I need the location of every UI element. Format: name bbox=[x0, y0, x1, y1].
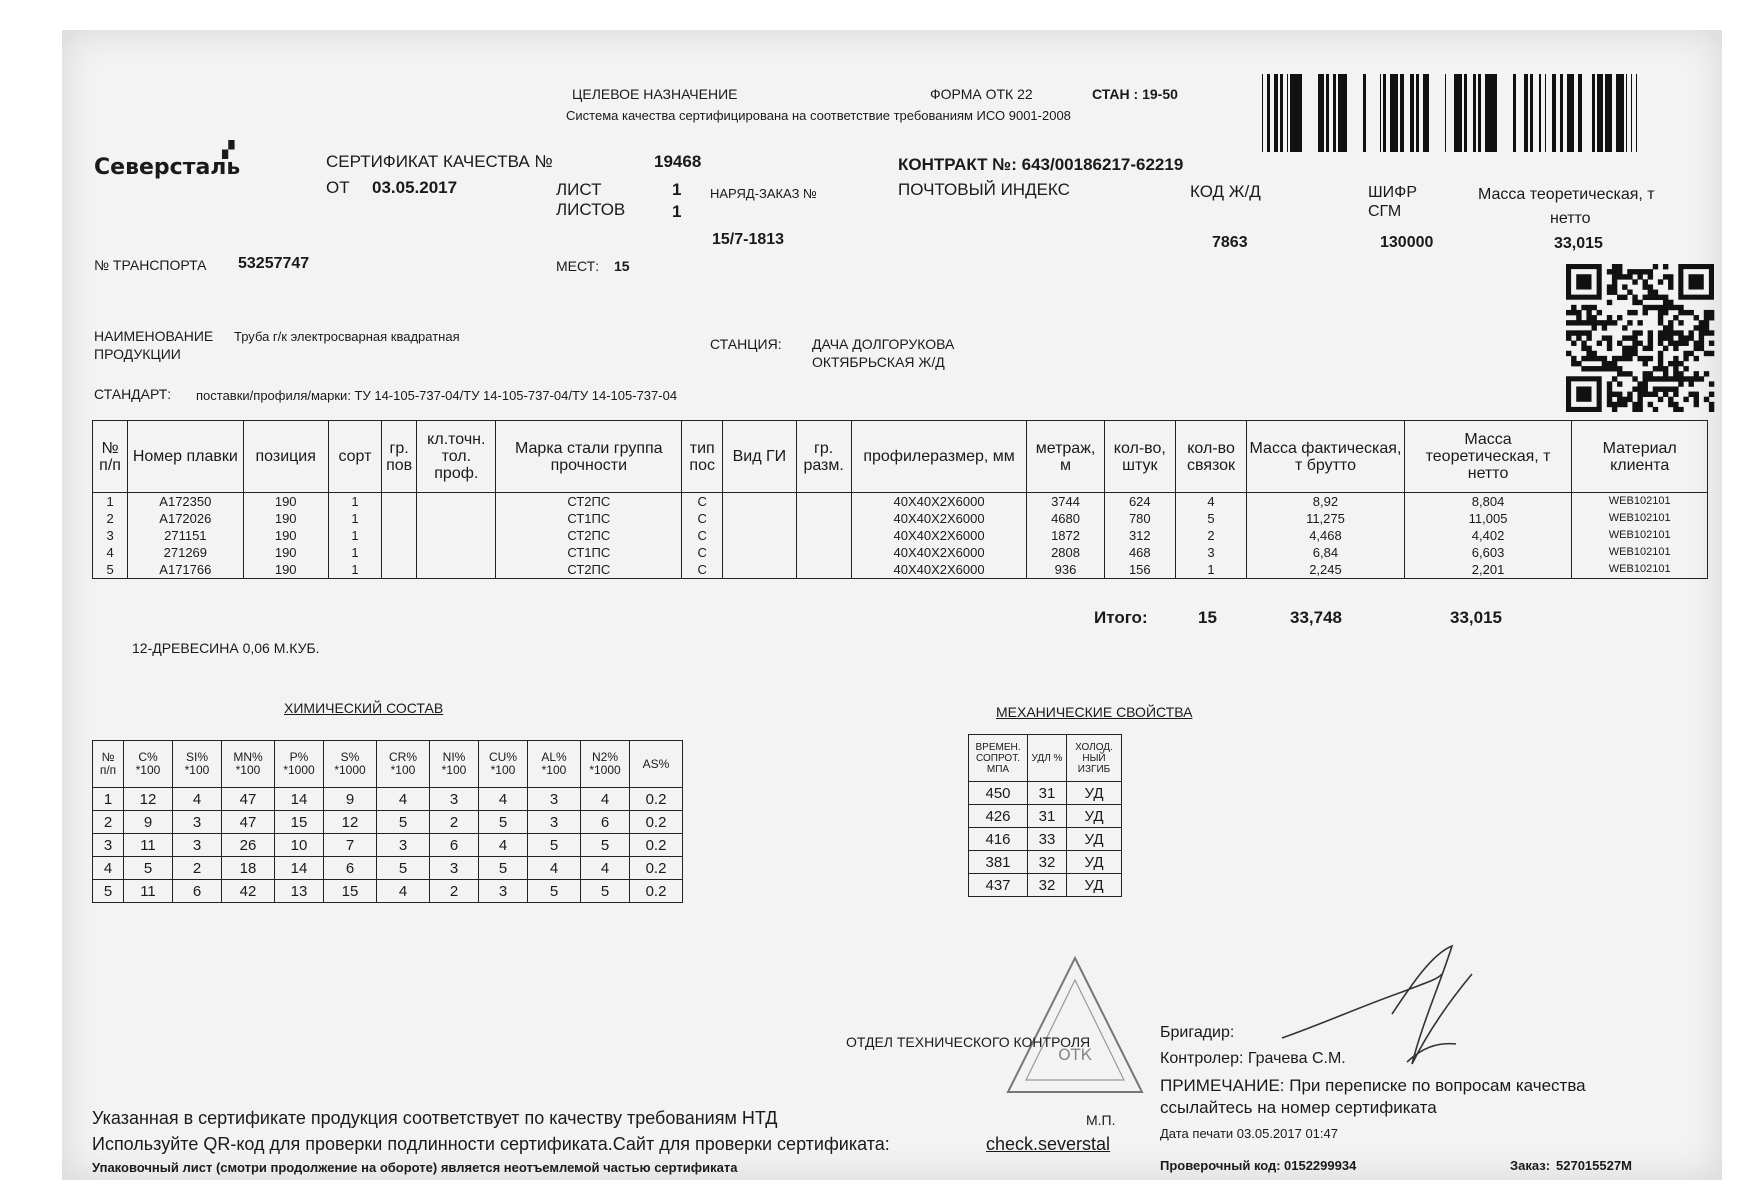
product-table-header: Масса теоретическая, т нетто bbox=[1404, 421, 1572, 493]
chemical-table-cell: 0.2 bbox=[630, 788, 683, 811]
chemical-table-cell: 0.2 bbox=[630, 811, 683, 834]
order-value: 15/7-1813 bbox=[712, 231, 785, 248]
chemical-table-cell: 5 bbox=[124, 857, 173, 880]
chemical-table-cell: 5 bbox=[581, 880, 630, 903]
product-table-cell: 156 bbox=[1104, 561, 1175, 579]
chemical-table-cell: 10 bbox=[275, 834, 324, 857]
chemical-table-cell: 4 bbox=[479, 788, 528, 811]
product-table-cell: 2 bbox=[1175, 527, 1246, 544]
mechanical-table-cell: УД bbox=[1067, 851, 1122, 874]
chemical-table-cell: 3 bbox=[528, 811, 581, 834]
chemical-table-header: NI% *100 bbox=[430, 741, 479, 788]
product-table-cell: 1 bbox=[1175, 561, 1246, 579]
chemical-table-cell: 2 bbox=[93, 811, 124, 834]
chemical-title: ХИМИЧЕСКИЙ СОСТАВ bbox=[284, 700, 444, 716]
certificate-number: 19468 bbox=[654, 152, 702, 171]
mechanical-table-row bbox=[969, 805, 1122, 828]
chemical-table-cell: 3 bbox=[430, 857, 479, 880]
total-bundles: 15 bbox=[1198, 608, 1217, 627]
product-table-cell: WEB102101 bbox=[1572, 561, 1708, 579]
product-table-cell bbox=[796, 510, 851, 527]
product-table-cell: 312 bbox=[1104, 527, 1175, 544]
product-table-cell: 1 bbox=[93, 493, 128, 511]
chemical-table-cell: 3 bbox=[377, 834, 430, 857]
mechanical-title: МЕХАНИЧЕСКИЕ СВОЙСТВА bbox=[996, 704, 1193, 720]
order-code-label: Заказ: bbox=[1510, 1158, 1551, 1173]
product-table-cell: 1872 bbox=[1027, 527, 1104, 544]
product-table-cell bbox=[417, 510, 496, 527]
product-table-cell: СТ1ПС bbox=[496, 544, 682, 561]
sheets-label: ЛИСТОВ bbox=[556, 200, 626, 219]
mechanical-table-header: УДЛ % bbox=[1028, 735, 1067, 782]
product-table-cell: 4 bbox=[93, 544, 128, 561]
product-table-cell: 468 bbox=[1104, 544, 1175, 561]
chemical-table-cell: 4 bbox=[581, 857, 630, 880]
product-table-header: кл.точн. тол. проф. bbox=[417, 421, 496, 493]
product-table-cell bbox=[723, 510, 796, 527]
from-label: ОТ bbox=[326, 178, 350, 197]
product-table-header: гр. разм. bbox=[796, 421, 851, 493]
chemical-table-header: С% *100 bbox=[124, 741, 173, 788]
product-table-cell bbox=[723, 544, 796, 561]
chemical-table-cell: 6 bbox=[324, 857, 377, 880]
signature bbox=[1272, 944, 1482, 1080]
total-net-mass: 33,015 bbox=[1450, 608, 1502, 627]
chemical-table-cell: 5 bbox=[528, 880, 581, 903]
chemical-table-header: P% *1000 bbox=[275, 741, 324, 788]
mechanical-table-row bbox=[969, 828, 1122, 851]
product-table-cell bbox=[723, 493, 796, 511]
total-gross-mass: 33,748 bbox=[1290, 608, 1342, 627]
postal-index-label: ПОЧТОВЫЙ ИНДЕКС bbox=[898, 180, 1070, 199]
chemical-table-cell: 0.2 bbox=[630, 857, 683, 880]
verify-site-link[interactable]: check.severstal bbox=[986, 1134, 1111, 1154]
product-table-cell bbox=[723, 527, 796, 544]
mechanical-table-cell: 32 bbox=[1028, 851, 1067, 874]
product-table-cell bbox=[796, 527, 851, 544]
qr-verify-note: Используйте QR-код для проверки подлинности сертификата.Сайт для проверки сертификата: bbox=[92, 1134, 890, 1154]
mill-label: СТАН : 19-50 bbox=[1092, 86, 1178, 102]
form-label: ФОРМА ОТК 22 bbox=[930, 86, 1033, 102]
chemical-table-cell: 1 bbox=[93, 788, 124, 811]
product-table-cell: А172026 bbox=[128, 510, 243, 527]
standard-label: СТАНДАРТ: bbox=[94, 386, 172, 402]
mechanical-table bbox=[968, 734, 1122, 897]
chemical-table-cell: 26 bbox=[222, 834, 275, 857]
railway-name: ОКТЯБРЬСКАЯ Ж/Д bbox=[812, 354, 945, 370]
mechanical-table-cell: 33 bbox=[1028, 828, 1067, 851]
mechanical-table-row bbox=[969, 874, 1122, 897]
product-table bbox=[92, 420, 1708, 579]
chemical-table bbox=[92, 740, 683, 903]
product-name-label-2: ПРОДУКЦИИ bbox=[94, 346, 181, 362]
chemical-table-cell: 4 bbox=[173, 788, 222, 811]
product-name-label: НАИМЕНОВАНИЕ bbox=[94, 328, 214, 344]
product-table-header: Материал клиента bbox=[1572, 421, 1708, 493]
product-table-cell: СТ2ПС bbox=[496, 561, 682, 579]
product-name: Труба г/к электросварная квадратная bbox=[234, 329, 460, 344]
product-table-cell: СТ2ПС bbox=[496, 493, 682, 511]
chemical-table-cell: 9 bbox=[124, 811, 173, 834]
chemical-table-cell: 12 bbox=[124, 788, 173, 811]
product-table-cell: 190 bbox=[243, 561, 328, 579]
product-table-header: Марка стали группа прочности bbox=[496, 421, 682, 493]
product-table-header: № п/п bbox=[93, 421, 128, 493]
product-table-cell: 3 bbox=[1175, 544, 1246, 561]
chemical-table-cell: 14 bbox=[275, 788, 324, 811]
product-table-header: гр. пов bbox=[382, 421, 417, 493]
chemical-table-cell: 4 bbox=[93, 857, 124, 880]
product-table-cell: 2,201 bbox=[1404, 561, 1572, 579]
product-table-cell: 1 bbox=[328, 544, 381, 561]
product-table-cell bbox=[796, 493, 851, 511]
product-table-cell: 40Х40Х2Х6000 bbox=[851, 527, 1027, 544]
product-table-cell: 190 bbox=[243, 544, 328, 561]
chemical-table-header: S% *1000 bbox=[324, 741, 377, 788]
chemical-table-cell: 4 bbox=[377, 880, 430, 903]
mechanical-table-row bbox=[969, 782, 1122, 805]
mechanical-table-cell: 450 bbox=[969, 782, 1028, 805]
chemical-table-cell: 5 bbox=[377, 857, 430, 880]
order-code: 527015527M bbox=[1556, 1158, 1632, 1173]
chemical-table-cell: 4 bbox=[528, 857, 581, 880]
packing-sheet-note: Упаковочный лист (смотри продолжение на обороте) является неотъемлемой частью сертификата bbox=[92, 1160, 738, 1175]
chemical-table-cell: 0.2 bbox=[630, 834, 683, 857]
contract-label: КОНТРАКТ №: 643/00186217-62219 bbox=[898, 155, 1184, 174]
stamp-place-label: М.П. bbox=[1086, 1112, 1116, 1128]
product-table-cell: 4,468 bbox=[1247, 527, 1405, 544]
note-line-2: ссылайтесь на номер сертификата bbox=[1160, 1098, 1437, 1117]
product-table-cell bbox=[417, 561, 496, 579]
theoretical-mass-label: Масса теоретическая, т bbox=[1478, 186, 1655, 203]
product-table-cell: СТ1ПС bbox=[496, 510, 682, 527]
product-table-cell bbox=[417, 493, 496, 511]
product-table-cell: СТ2ПС bbox=[496, 527, 682, 544]
mechanical-table-cell: 416 bbox=[969, 828, 1028, 851]
chemical-table-cell: 11 bbox=[124, 880, 173, 903]
compliance-statement: Указанная в сертификате продукция соответствует по качеству требованиям НТД bbox=[92, 1108, 778, 1128]
product-table-cell: 190 bbox=[243, 527, 328, 544]
chemical-table-cell: 5 bbox=[528, 834, 581, 857]
chemical-table-cell: 3 bbox=[528, 788, 581, 811]
product-table-header: Масса фактическая, т брутто bbox=[1247, 421, 1405, 493]
logo-emblem-icon: ▞ bbox=[222, 142, 235, 159]
product-table-cell: WEB102101 bbox=[1572, 544, 1708, 561]
mechanical-table-cell: 31 bbox=[1028, 782, 1067, 805]
product-table-cell: 2 bbox=[93, 510, 128, 527]
chemical-table-cell: 2 bbox=[430, 811, 479, 834]
chemical-table-header: CR% *100 bbox=[377, 741, 430, 788]
product-table-cell: 780 bbox=[1104, 510, 1175, 527]
product-table-header: Номер плавки bbox=[128, 421, 243, 493]
product-table-cell: С bbox=[682, 510, 723, 527]
product-table-cell: А172350 bbox=[128, 493, 243, 511]
mechanical-table-cell: УД bbox=[1067, 828, 1122, 851]
product-table-cell: 8,804 bbox=[1404, 493, 1572, 511]
chemical-table-cell: 6 bbox=[581, 811, 630, 834]
product-table-cell: WEB102101 bbox=[1572, 527, 1708, 544]
product-table-cell: WEB102101 bbox=[1572, 510, 1708, 527]
product-table-cell: 6,84 bbox=[1247, 544, 1405, 561]
chemical-table-cell: 6 bbox=[173, 880, 222, 903]
mechanical-table-cell: 32 bbox=[1028, 874, 1067, 897]
chemical-table-header: AS% bbox=[630, 741, 683, 788]
places-value: 15 bbox=[614, 258, 630, 274]
chemical-table-cell: 5 bbox=[479, 857, 528, 880]
otk-label: ОТДЕЛ ТЕХНИЧЕСКОГО КОНТРОЛЯ bbox=[846, 1034, 1091, 1050]
mechanical-table-header: ХОЛОД. НЫЙ ИЗГИБ bbox=[1067, 735, 1122, 782]
chemical-table-cell: 4 bbox=[377, 788, 430, 811]
chemical-table-cell: 3 bbox=[173, 834, 222, 857]
product-table-cell: 40Х40Х2Х6000 bbox=[851, 561, 1027, 579]
chemical-table-cell: 9 bbox=[324, 788, 377, 811]
product-table-cell bbox=[382, 510, 417, 527]
otk-stamp-icon bbox=[1000, 950, 1150, 1100]
product-table-cell: 936 bbox=[1027, 561, 1104, 579]
chemical-table-cell: 14 bbox=[275, 857, 324, 880]
mechanical-table-cell: УД bbox=[1067, 782, 1122, 805]
controller-name: Контролер: Грачева С.М. bbox=[1160, 1050, 1346, 1067]
product-table-cell: С bbox=[682, 493, 723, 511]
chemical-table-cell: 15 bbox=[275, 811, 324, 834]
order-label: НАРЯД-ЗАКАЗ № bbox=[710, 186, 817, 201]
product-table-header: сорт bbox=[328, 421, 381, 493]
chemical-table-cell: 4 bbox=[581, 788, 630, 811]
chemical-table-cell: 3 bbox=[479, 880, 528, 903]
cipher-value: 130000 bbox=[1380, 234, 1434, 251]
product-table-cell: 40Х40Х2Х6000 bbox=[851, 493, 1027, 511]
chemical-table-row bbox=[93, 880, 683, 903]
svg-text:ОТК: ОТК bbox=[1058, 1045, 1092, 1064]
verify-code: 0152299934 bbox=[1284, 1158, 1357, 1173]
product-table-cell: 6,603 bbox=[1404, 544, 1572, 561]
product-table-cell bbox=[382, 544, 417, 561]
barcode bbox=[1262, 74, 1642, 152]
print-date: Дата печати 03.05.2017 01:47 bbox=[1160, 1126, 1338, 1141]
chemical-table-row bbox=[93, 857, 683, 880]
product-table-header: кол-во, штук bbox=[1104, 421, 1175, 493]
cipher-label-2: СГМ bbox=[1368, 203, 1402, 220]
theoretical-mass-label-2: нетто bbox=[1550, 210, 1591, 227]
theoretical-mass-value: 33,015 bbox=[1554, 235, 1603, 252]
certificate-date: 03.05.2017 bbox=[372, 178, 458, 197]
chemical-table-cell: 15 bbox=[324, 880, 377, 903]
sheet-label: ЛИСТ bbox=[556, 180, 602, 199]
transport-value: 53257747 bbox=[238, 255, 310, 272]
product-table-cell: 3744 bbox=[1027, 493, 1104, 511]
product-table-header: метраж, м bbox=[1027, 421, 1104, 493]
purpose-label: ЦЕЛЕВОЕ НАЗНАЧЕНИЕ bbox=[572, 86, 738, 102]
product-table-cell: 1 bbox=[328, 510, 381, 527]
chemical-table-cell: 2 bbox=[430, 880, 479, 903]
chemical-table-header: SI% *100 bbox=[173, 741, 222, 788]
product-table-header: позиция bbox=[243, 421, 328, 493]
product-table-row bbox=[93, 510, 1708, 527]
chemical-table-row bbox=[93, 788, 683, 811]
product-table-cell: 190 bbox=[243, 493, 328, 511]
foreman-label: Бригадир: bbox=[1160, 1024, 1235, 1041]
product-table-cell: 4,402 bbox=[1404, 527, 1572, 544]
product-table-cell bbox=[796, 544, 851, 561]
packing-note: 12-ДРЕВЕСИНА 0,06 М.КУБ. bbox=[132, 640, 320, 656]
chemical-table-cell: 5 bbox=[377, 811, 430, 834]
chemical-table-cell: 11 bbox=[124, 834, 173, 857]
station-label: СТАНЦИЯ: bbox=[710, 336, 782, 352]
product-table-cell bbox=[417, 544, 496, 561]
product-table-cell: 2,245 bbox=[1247, 561, 1405, 579]
chemical-table-cell: 12 bbox=[324, 811, 377, 834]
product-table-cell: 4680 bbox=[1027, 510, 1104, 527]
qr-code bbox=[1566, 264, 1718, 412]
mechanical-table-cell: 31 bbox=[1028, 805, 1067, 828]
mechanical-table-row bbox=[969, 851, 1122, 874]
chemical-table-cell: 6 bbox=[430, 834, 479, 857]
note-line-1: ПРИМЕЧАНИЕ: При переписке по вопросам качества bbox=[1160, 1076, 1586, 1095]
product-table-cell: 4 bbox=[1175, 493, 1246, 511]
product-table-cell: 5 bbox=[93, 561, 128, 579]
product-table-cell: А171766 bbox=[128, 561, 243, 579]
chemical-table-cell: 5 bbox=[581, 834, 630, 857]
rail-code-value: 7863 bbox=[1212, 234, 1248, 251]
chemical-table-cell: 18 bbox=[222, 857, 275, 880]
product-table-cell bbox=[382, 527, 417, 544]
total-label: Итого: bbox=[1094, 608, 1148, 627]
product-table-cell: 271269 bbox=[128, 544, 243, 561]
severstal-logo: Северсталь bbox=[94, 155, 241, 180]
product-table-cell: 11,005 bbox=[1404, 510, 1572, 527]
product-table-cell: WEB102101 bbox=[1572, 493, 1708, 511]
product-table-cell: 8,92 bbox=[1247, 493, 1405, 511]
chemical-table-cell: 47 bbox=[222, 788, 275, 811]
chemical-table-header: № п/п bbox=[93, 741, 124, 788]
chemical-table-cell: 42 bbox=[222, 880, 275, 903]
product-table-cell: 190 bbox=[243, 510, 328, 527]
mechanical-table-cell: 381 bbox=[969, 851, 1028, 874]
chemical-table-cell: 3 bbox=[430, 788, 479, 811]
mechanical-table-cell: 437 bbox=[969, 874, 1028, 897]
product-table-row bbox=[93, 493, 1708, 511]
product-table-cell: 3 bbox=[93, 527, 128, 544]
product-table-cell: 271151 bbox=[128, 527, 243, 544]
product-table-cell: 1 bbox=[328, 493, 381, 511]
cipher-label: ШИФР bbox=[1368, 184, 1417, 201]
chemical-table-row bbox=[93, 811, 683, 834]
chemical-table-header: N2% *1000 bbox=[581, 741, 630, 788]
product-table-cell: 1 bbox=[328, 561, 381, 579]
product-table-cell bbox=[382, 493, 417, 511]
product-table-cell: 5 bbox=[1175, 510, 1246, 527]
chemical-table-cell: 5 bbox=[93, 880, 124, 903]
product-table-cell: 624 bbox=[1104, 493, 1175, 511]
chemical-table-cell: 47 bbox=[222, 811, 275, 834]
chemical-table-cell: 3 bbox=[93, 834, 124, 857]
certificate-label: СЕРТИФИКАТ КАЧЕСТВА № bbox=[326, 152, 553, 171]
sheets-value: 1 bbox=[672, 202, 682, 221]
mechanical-table-cell: УД bbox=[1067, 805, 1122, 828]
product-table-cell: 1 bbox=[328, 527, 381, 544]
product-table-cell: 40Х40Х2Х6000 bbox=[851, 510, 1027, 527]
chemical-table-cell: 7 bbox=[324, 834, 377, 857]
product-table-cell: 2808 bbox=[1027, 544, 1104, 561]
transport-label: № ТРАНСПОРТА bbox=[94, 257, 207, 273]
chemical-table-cell: 4 bbox=[479, 834, 528, 857]
product-table-cell: 11,275 bbox=[1247, 510, 1405, 527]
chemical-table-row bbox=[93, 834, 683, 857]
places-label: МЕСТ: bbox=[556, 258, 600, 274]
rail-code-label: КОД Ж/Д bbox=[1190, 182, 1261, 201]
sheet-value: 1 bbox=[672, 180, 682, 199]
product-table-row bbox=[93, 527, 1708, 544]
product-table-cell: 40Х40Х2Х6000 bbox=[851, 544, 1027, 561]
chemical-table-header: CU% *100 bbox=[479, 741, 528, 788]
chemical-table-cell: 13 bbox=[275, 880, 324, 903]
product-table-row bbox=[93, 561, 1708, 579]
product-table-header: профилеразмер, мм bbox=[851, 421, 1027, 493]
product-table-header: тип пос bbox=[682, 421, 723, 493]
product-table-cell: С bbox=[682, 527, 723, 544]
iso-note: Система качества сертифицирована на соответствие требованиям ИСО 9001-2008 bbox=[566, 108, 1071, 123]
product-table-row bbox=[93, 544, 1708, 561]
product-table-cell: С bbox=[682, 544, 723, 561]
chemical-table-cell: 0.2 bbox=[630, 880, 683, 903]
chemical-table-cell: 2 bbox=[173, 857, 222, 880]
product-table-header: кол-во связок bbox=[1175, 421, 1246, 493]
product-table-cell bbox=[382, 561, 417, 579]
standard-value: поставки/профиля/марки: ТУ 14-105-737-04/ТУ 14-105-737-04/ТУ 14-105-737-04 bbox=[196, 388, 678, 403]
mechanical-table-cell: 426 bbox=[969, 805, 1028, 828]
mechanical-table-cell: УД bbox=[1067, 874, 1122, 897]
product-table-cell bbox=[417, 527, 496, 544]
product-table-header: Вид ГИ bbox=[723, 421, 796, 493]
chemical-table-header: AL% *100 bbox=[528, 741, 581, 788]
chemical-table-header: MN% *100 bbox=[222, 741, 275, 788]
product-table-cell bbox=[723, 561, 796, 579]
verify-code-label: Проверочный код: bbox=[1160, 1158, 1281, 1173]
chemical-table-cell: 5 bbox=[479, 811, 528, 834]
chemical-table-cell: 3 bbox=[173, 811, 222, 834]
station-name: ДАЧА ДОЛГОРУКОВА bbox=[812, 336, 955, 352]
mechanical-table-header: ВРЕМЕН. СОПРОТ. МПА bbox=[969, 735, 1028, 782]
product-table-cell bbox=[796, 561, 851, 579]
product-table-cell: С bbox=[682, 561, 723, 579]
